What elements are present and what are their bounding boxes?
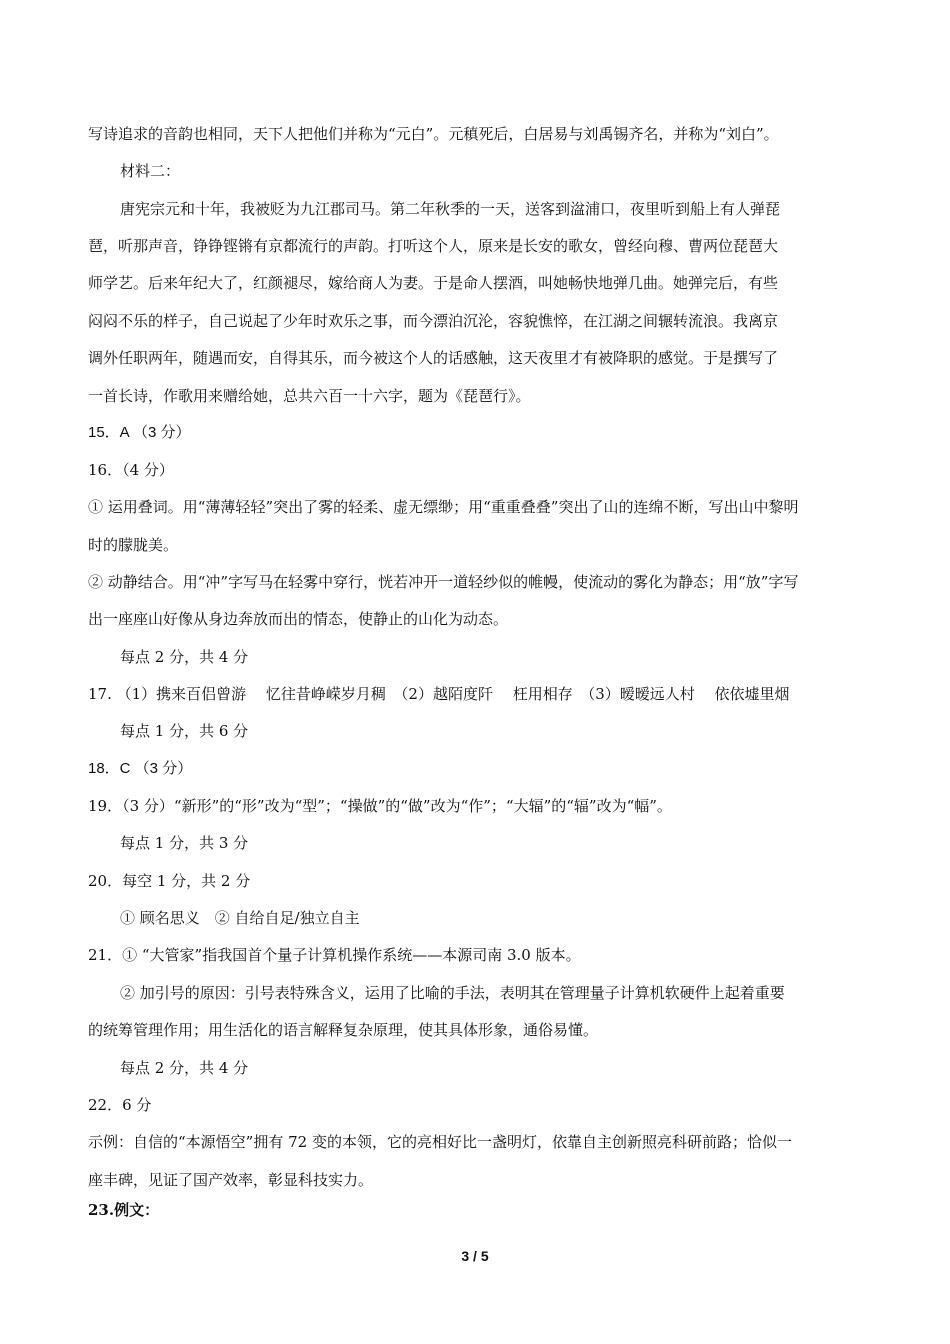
page-number: 3 / 5 xyxy=(461,1248,489,1264)
answer-20-content: ① 顾名思义 ② 自给自足/独立自主 xyxy=(120,909,360,927)
answer-16-heading: 16．（4 分） xyxy=(88,461,174,479)
text-line: 琶，听那声音，铮铮铿锵有京都流行的声韵。打听这个人，原来是长安的歌女，曾经向穆、曹两位琵琶大 xyxy=(88,237,779,255)
text-line: 的统筹管理作用；用生活化的语言解释复杂原理，使其具体形象，通俗易懂。 xyxy=(88,1021,599,1039)
text-line: 师学艺。后来年纪大了，红颜褪尽，嫁给商人为妻。于是命人摆酒，叫她畅快地弹几曲。她弹完后，有些 xyxy=(88,274,779,292)
answer-18: 18．C （3 分） xyxy=(88,760,193,777)
answer-17: 17. （1）携来百侣曾游 忆往昔峥嵘岁月稠 （2）越陌度阡 枉用相存 （3）暧暧远人村 依依墟里烟 xyxy=(88,685,790,703)
score-note: 每点 1 分，共 3 分 xyxy=(120,834,249,852)
answer-19: 19．（3 分）“新形”的“形”改为“型”；“操做”的“做”改为“作”；“大辐”的“辐”改为“幅”。 xyxy=(88,797,672,815)
score-note: 每点 2 分，共 4 分 xyxy=(120,648,249,666)
answer-16-point-1: ① 运用叠词。用“薄薄轻轻”突出了雾的轻柔、虚无缥缈；用“重重叠叠”突出了山的连绵不断，写出山中黎明 xyxy=(88,498,799,516)
answer-15: 15．A （3 分） xyxy=(88,424,191,441)
material-two-heading: 材料二： xyxy=(120,162,181,180)
answer-21-point-2: ② 加引号的原因：引号表特殊含义，运用了比喻的手法，表明其在管理量子计算机软硬件上起着重要 xyxy=(120,984,785,1002)
score-note: 每点 2 分，共 4 分 xyxy=(120,1059,249,1077)
answer-20: 20．每空 1 分，共 2 分 xyxy=(88,872,251,890)
answer-22: 22．6 分 xyxy=(88,1096,152,1114)
score-note: 每点 1 分，共 6 分 xyxy=(120,722,249,740)
text-line: 座丰碑，见证了国产效率，彰显科技实力。 xyxy=(88,1171,374,1189)
text-line: 一首长诗，作歌用来赠给她，总共六百一十六字，题为《琵琶行》。 xyxy=(88,387,531,405)
text-line-cont: 写诗追求的音韵也相同，天下人把他们并称为“元白”。元稹死后，白居易与刘禹锡齐名，并称为“刘白”。 xyxy=(88,125,779,143)
answer-21-point-1: 21．① “大管家”指我国首个量子计算机操作系统——本源司南 3.0 版本。 xyxy=(88,946,581,964)
text-line: 调外任职两年，随遇而安，自得其乐，而今被这个人的话感触，这天夜里才有被降职的感觉。于是撰写了 xyxy=(88,349,779,367)
answer-22-example: 示例：自信的“本源悟空”拥有 72 变的本领，它的亮相好比一盏明灯，依靠自主创新照亮科研前路；恰似一 xyxy=(88,1133,792,1151)
text-line: 闷闷不乐的样子，自己说起了少年时欢乐之事，而今漂泊沉沦，容貌憔悴，在江湖之间辗转流浪。我离京 xyxy=(88,312,779,330)
text-line: 出一座座山好像从身边奔放而出的情态，使静止的山化为动态。 xyxy=(88,610,509,628)
answer-23-heading: 23.例文： xyxy=(88,1201,160,1219)
text-line: 时的朦胧美。 xyxy=(88,536,179,554)
answer-16-point-2: ② 动静结合。用“冲”字写马在轻雾中穿行，恍若冲开一道轻纱似的帷幔，使流动的雾化为静态；用“放”字写 xyxy=(88,573,799,591)
text-line: 唐宪宗元和十年，我被贬为九江郡司马。第二年秋季的一天，送客到湓浦口，夜里听到船上有人弹琵 xyxy=(120,200,781,218)
